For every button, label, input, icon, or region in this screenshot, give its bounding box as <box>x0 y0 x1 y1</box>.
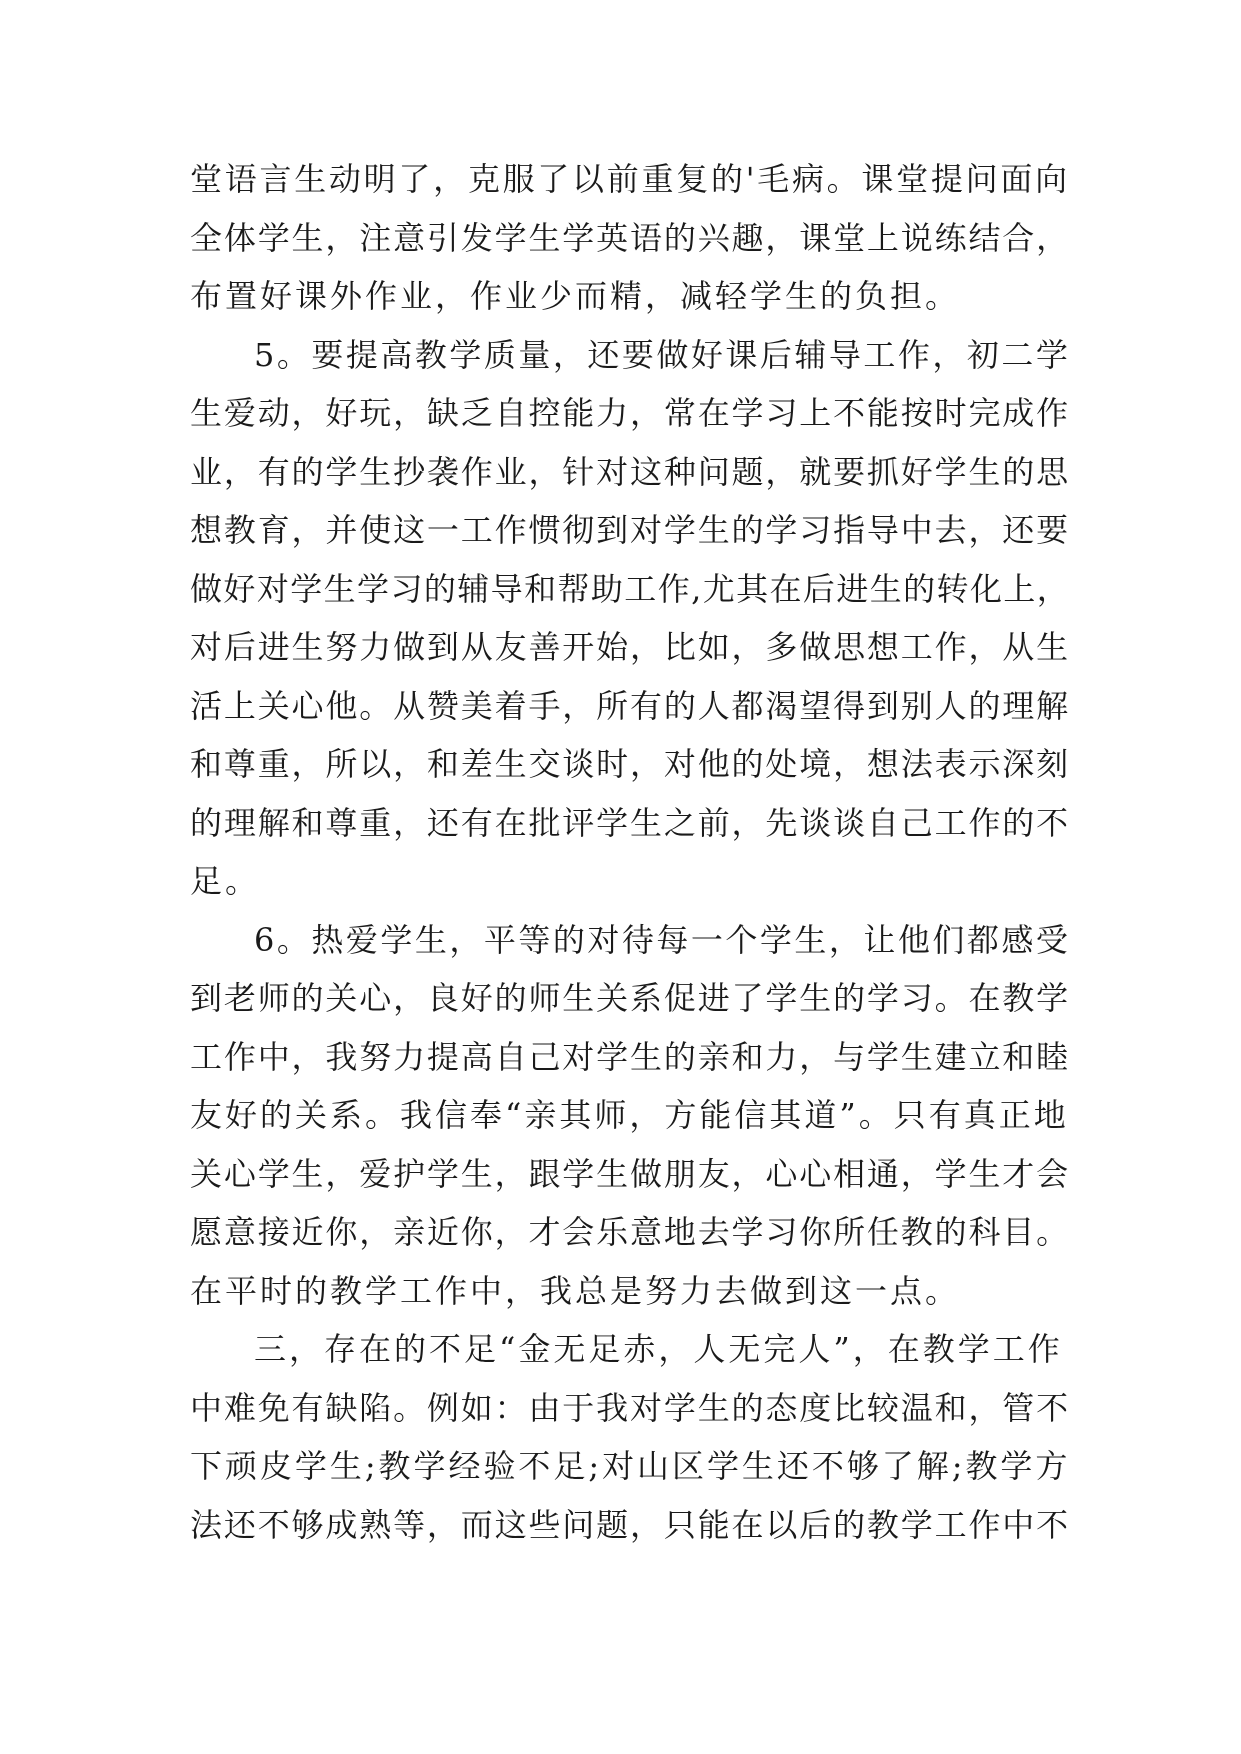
text-line: 和尊重，所以，和差生交谈时，对他的处境，想法表示深刻 <box>190 745 1071 783</box>
text-line: 愿意接近你，亲近你，才会乐意地去学习你所任教的科目。 <box>190 1213 1071 1251</box>
text-line: 在平时的教学工作中，我总是努力去做到这一点。 <box>190 1271 961 1310</box>
text-line: 友好的关系。我信奉“亲其师，方能信其道”。只有真正地 <box>190 1096 1069 1134</box>
text-line: 法还不够成熟等，而这些问题，只能在以后的教学工作中不 <box>190 1505 1071 1544</box>
text-line: 下顽皮学生;教学经验不足;对山区学生还不够了解;教学方 <box>190 1447 1071 1485</box>
paragraph-first-line: 5。要提高教学质量，还要做好课后辅导工作，初二学 <box>254 335 1071 374</box>
text-line: 业，有的学生抄袭作业，针对这种问题，就要抓好学生的思 <box>190 452 1071 491</box>
text-line: 生爱动，好玩，缺乏自控能力，常在学习上不能按时完成作 <box>190 394 1071 432</box>
text-line: 的理解和尊重，还有在批评学生之前，先谈谈自己工作的不 <box>190 803 1071 842</box>
text-line: 工作中，我努力提高自己对学生的亲和力，与学生建立和睦 <box>190 1037 1071 1076</box>
text-line: 中难免有缺陷。例如：由于我对学生的态度比较温和，管不 <box>190 1388 1071 1427</box>
document-body-text <box>190 150 1070 1554</box>
text-line: 对后进生努力做到从友善开始，比如，多做思想工作，从生 <box>190 628 1071 666</box>
text-line: 活上关心他。从赞美着手，所有的人都渴望得到别人的理解 <box>190 686 1071 725</box>
text-line: 到老师的关心，良好的师生关系促进了学生的学习。在教学 <box>190 979 1071 1017</box>
text-line: 想教育，并使这一工作惯彻到对学生的学习指导中去，还要 <box>190 511 1071 549</box>
text-line: 足。 <box>190 862 261 900</box>
paragraph-first-line: 三，存在的不足“金无足赤，人无完人”，在教学工作 <box>254 1330 1063 1368</box>
text-line: 关心学生，爱护学生，跟学生做朋友，心心相通，学生才会 <box>190 1154 1071 1193</box>
text-line: 堂语言生动明了，克服了以前重复的'毛病。课堂提问面向 <box>190 160 1070 198</box>
text-line: 做好对学生学习的辅导和帮助工作,尤其在后进生的转化上， <box>190 569 1071 608</box>
text-line: 全体学生，注意引发学生学英语的兴趣，课堂上说练结合， <box>190 218 1071 257</box>
paragraph-first-line: 6。热爱学生，平等的对待每一个学生，让他们都感受 <box>254 920 1071 959</box>
text-line: 布置好课外作业，作业少而精，减轻学生的负担。 <box>190 277 961 315</box>
